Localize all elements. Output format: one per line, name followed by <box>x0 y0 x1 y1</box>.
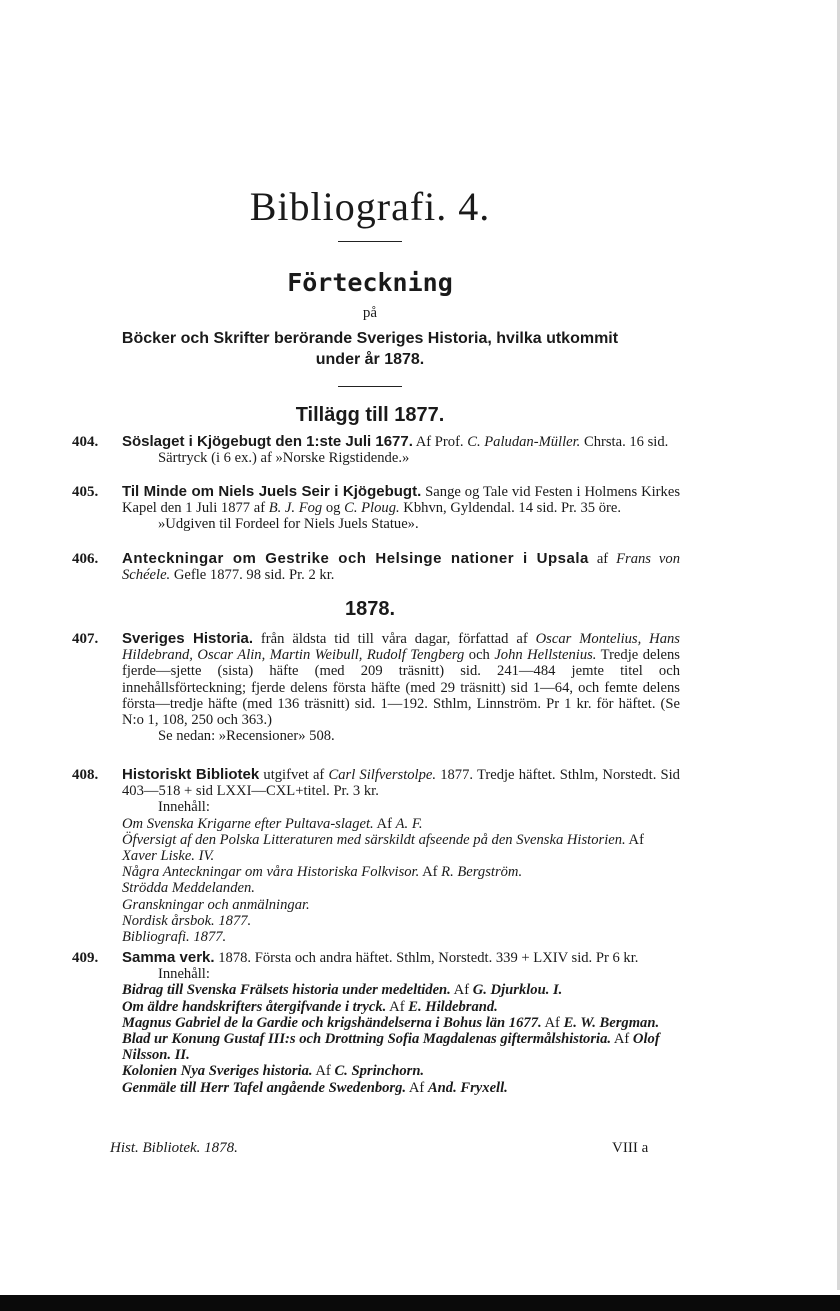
contents-item <box>122 1080 680 1096</box>
entry-note: Särtryck (i 6 ex.) af »Norske Rigstidende.» <box>158 450 410 467</box>
entry-407 <box>72 630 680 745</box>
entry-title: Sveriges Historia. <box>122 630 253 647</box>
contents-item-af: Af <box>422 864 438 881</box>
contents-list <box>122 982 680 1095</box>
entry-author: Frans von Schéele. <box>122 551 680 584</box>
contents-item-author: And. Fryxell. <box>427 1079 508 1096</box>
entry-text: Chrsta. 16 sid. <box>580 434 669 450</box>
entry-title: Söslaget i Kjögebugt den 1:ste Juli 1677. <box>122 433 413 450</box>
entry-editor: Carl Silfverstolpe. <box>328 767 437 783</box>
entry-404 <box>72 433 680 467</box>
contents-item-author: C. Sprinchorn. <box>334 1063 425 1080</box>
contents-item-af: Af <box>315 1063 331 1080</box>
contents-item-af: Af <box>544 1014 560 1031</box>
subtitle: Böcker och Skrifter berörande Sveriges Historia, hvilka utkommit under år 1878. <box>121 330 619 368</box>
contents-item <box>122 1015 680 1031</box>
entry-title: Til Minde om Niels Juels Seir i Kjögebugt. <box>122 483 422 500</box>
contents-label: Innehåll: <box>158 966 210 983</box>
contents-item-af: Af <box>408 1079 425 1096</box>
contents-item-author: E. Hildebrand. <box>408 998 498 1015</box>
divider-rule <box>338 241 402 242</box>
entry-text: Af Prof. <box>412 434 468 450</box>
entry-author: John Hellstenius. <box>494 647 597 664</box>
entry-text: Tredje delens fjerde—sjette (sista) häfte (med 209 träsnitt) sid. 241—484 jemte titel och innehållsförteckning; fjerde delens första häfte (med 29 träsnitt) sid 1—64, och femte delens första—tredje häfte (med 136 träsnitt) sid. 1—192. Sthlm, Linnström. Pr 1 kr. för häftet. (Se N:o 1, 108, 250 och 363.) <box>122 647 680 729</box>
contents-item-title: Om Svenska Krigarne efter Pultava-slaget. <box>122 815 374 832</box>
contents-item-title: Granskningar och anmälningar. <box>122 896 310 913</box>
entry-text: och <box>464 647 495 664</box>
entry-note: Se nedan: »Recensioner» 508. <box>158 728 335 745</box>
entry-number: 406. <box>72 551 99 567</box>
contents-item <box>122 1063 680 1079</box>
contents-item <box>122 1031 680 1063</box>
entry-author: C. Paludan-Müller. <box>467 434 581 450</box>
contents-item <box>122 897 680 913</box>
preposition: på <box>362 305 378 321</box>
entry-text: 1878. Första och andra häftet. Sthlm, Norstedt. 339 + LXIV sid. Pr 6 kr. <box>214 950 639 966</box>
contents-item-title: Nordisk årsbok. 1877. <box>122 912 252 929</box>
contents-item-title: Genmäle till Herr Tafel angående Swedenborg. <box>122 1079 407 1096</box>
footer-signature: Hist. Bibliotek. 1878. <box>110 1140 238 1156</box>
entry-number: 407. <box>72 631 99 647</box>
entry-author: B. J. Fog <box>268 500 323 517</box>
entry-text: Kbhvn, Gyldendal. 14 sid. Pr. 35 öre. <box>399 500 621 517</box>
contents-item-title: Strödda Meddelanden. <box>122 880 255 897</box>
contents-item-title: Kolonien Nya Sveriges historia. <box>122 1063 313 1080</box>
page-title: Bibliografi. 4. <box>249 184 491 229</box>
contents-item-af: Af <box>628 831 644 848</box>
contents-item <box>122 929 680 945</box>
contents-item <box>122 832 680 864</box>
contents-item-title: Några Anteckningar om våra Historiska Folkvisor. <box>122 864 420 881</box>
entry-text: Sange og Tale vid Festen i Holmens Kirkes Kapel den 1 Juli 1877 af <box>122 484 680 517</box>
entry-text: från äldsta tid till våra dagar, författad af <box>253 631 536 647</box>
entry-text: og <box>322 500 345 517</box>
entry-number: 404. <box>72 434 99 450</box>
entry-405 <box>72 483 680 533</box>
contents-item-title: Magnus Gabriel de la Gardie och krigshändelserna i Bohus län 1677. <box>122 1014 542 1031</box>
entry-title: Anteckningar om Gestrike och Helsinge nationer i Upsala <box>122 550 589 567</box>
contents-item-af: Af <box>613 1031 630 1048</box>
entry-number: 409. <box>72 950 99 966</box>
entry-406 <box>72 550 680 584</box>
contents-item <box>122 864 680 880</box>
contents-item <box>122 982 680 998</box>
entry-author: C. Ploug. <box>344 500 400 517</box>
entry-text: 1877. Tredje häftet. Sthlm, Norstedt. Sid 403—518 + sid LXXI—CXL+titel. Pr. 3 kr. <box>122 767 680 800</box>
contents-item <box>122 913 680 929</box>
contents-item-title: Bibliografi. 1877. <box>122 929 227 946</box>
contents-item <box>122 816 680 832</box>
contents-item <box>122 999 680 1015</box>
contents-item-title: Om äldre handskrifters återgifvande i tryck. <box>122 998 387 1015</box>
entry-409 <box>72 949 680 1096</box>
entry-number: 408. <box>72 767 99 783</box>
footer-sheet-mark: VIII a <box>612 1140 649 1156</box>
contents-item-af: Af <box>389 998 405 1015</box>
scan-border <box>0 1295 840 1311</box>
contents-item-author: R. Bergström. <box>441 864 523 881</box>
year-heading-1878: 1878. <box>344 598 396 620</box>
entry-text: utgifvet af <box>259 767 329 783</box>
entry-note: »Udgiven til Fordeel for Niels Juels Statue». <box>158 516 419 533</box>
entry-408 <box>72 766 680 946</box>
contents-label: Innehåll: <box>158 799 210 816</box>
contents-list <box>122 816 680 946</box>
entry-author: Oscar Montelius, Hans Hildebrand, Oscar Alin, Martin Weibull, Rudolf Tengberg <box>122 631 680 664</box>
divider-rule <box>338 386 402 387</box>
contents-item-author: Xaver Liske. IV. <box>122 848 215 865</box>
contents-item-author: Olof Nilsson. II. <box>122 1031 660 1064</box>
contents-item-title: Bidrag till Svenska Frälsets historia under medeltiden. <box>122 982 451 999</box>
entry-text: af <box>588 551 617 567</box>
contents-item-author: A. F. <box>395 815 423 832</box>
contents-item-author: G. Djurklou. I. <box>472 982 563 999</box>
section-heading: Förteckning <box>287 268 453 297</box>
contents-item <box>122 880 680 896</box>
contents-item-title: Blad ur Konung Gustaf III:s och Drottning Sofia Magdalenas giftermålshistoria. <box>122 1031 612 1048</box>
year-heading-1877: Tillägg till 1877. <box>295 404 445 426</box>
entry-title: Samma verk. <box>122 949 215 966</box>
entry-text: Gefle 1877. 98 sid. Pr. 2 kr. <box>170 567 335 584</box>
contents-item-af: Af <box>453 982 470 999</box>
entry-title: Historiskt Bibliotek <box>122 766 260 783</box>
contents-item-af: Af <box>376 815 392 832</box>
entry-number: 405. <box>72 484 99 500</box>
contents-item-author: E. W. Bergman. <box>563 1014 660 1031</box>
contents-item-title: Öfversigt af den Polska Litteraturen med särskildt afseende på den Svenska Historien. <box>122 831 626 848</box>
